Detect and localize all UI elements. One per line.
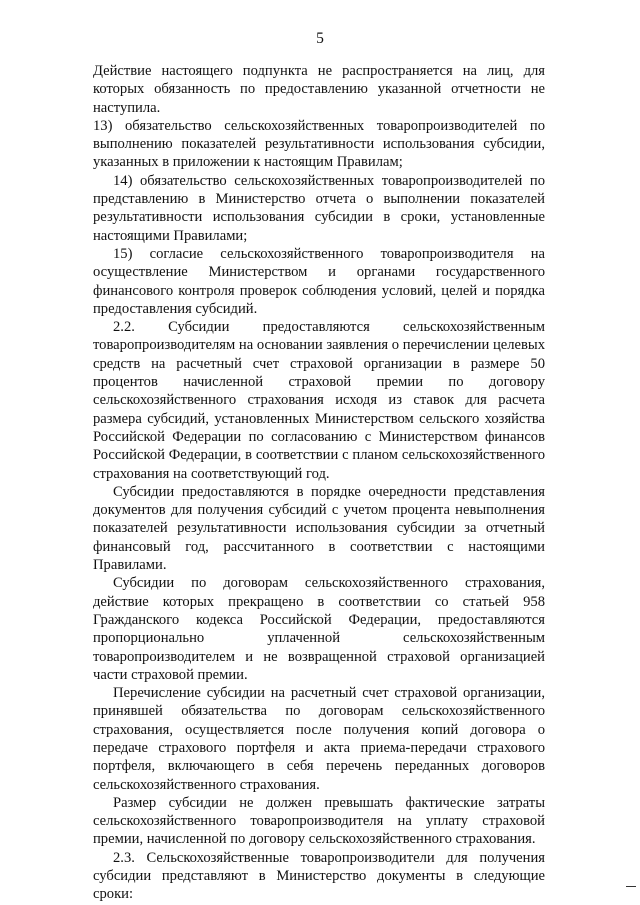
page-number: 5 <box>316 30 324 47</box>
paragraph-exemption-note <box>93 62 545 117</box>
paragraph-section-2-3 <box>93 849 545 904</box>
paragraph-text: 14) обязательство сельскохозяйственных товаропроизводителей по представлению в Министерство отчета о выполнении показателей результативности использования субсидии в сроки, установленные настоящими Правилами; <box>93 172 545 244</box>
corner-mark <box>626 886 636 887</box>
paragraph-item-13 <box>93 117 545 172</box>
paragraph-text: Субсидии по договорам сельскохозяйственного страхования, действие которых прекращено в соответствии со статьей 958 Гражданского кодекса Российской Федерации, предоставляются пропорционально уплаченной сельскохозяйственным товаропроизводителем и не возвращенной страховой организацией части страховой премии. <box>93 575 545 683</box>
paragraph-subsidy-order <box>93 483 545 574</box>
paragraph-item-15 <box>93 245 545 318</box>
paragraph-text: 2.3. Сельскохозяйственные товаропроизводители для получения субсидии представляют в Министерство документы в следующие сроки: <box>93 849 545 903</box>
paragraph-text: 13) обязательство сельскохозяйственных товаропроизводителей по выполнению показателей результативности использования субсидии, указанных в приложении к настоящим Правилам; <box>93 117 545 171</box>
paragraph-subsidy-limit <box>93 794 545 849</box>
paragraph-text: 15) согласие сельскохозяйственного товаропроизводителя на осуществление Министерством и органами государственного финансового контроля проверок соблюдения условий, целей и порядка предоставления субсидий. <box>93 245 545 317</box>
paragraph-item-14 <box>93 172 545 245</box>
paragraph-portfolio-transfer <box>93 684 545 794</box>
paragraph-terminated-contracts <box>93 574 545 684</box>
paragraph-text: Размер субсидии не должен превышать фактические затраты сельскохозяйственного товаропроизводителя на уплату страховой премии, начисленной по договору сельскохозяйственного страхования. <box>93 794 545 848</box>
document-body <box>93 62 545 904</box>
paragraph-section-2-2 <box>93 318 545 483</box>
paragraph-text: 2.2. Субсидии предоставляются сельскохозяйственным товаропроизводителям на основании заявления о перечислении целевых средств на расчетный счет страховой организации в размере 50 процентов начисленной страховой премии по договору сельскохозяйственного страхования исходя из ставок для расчета размера субсидий, установленных Министерством сельского хозяйства Российской Федерации по согласованию с Министерством финансов Российской Федерации, в соответствии с планом сельскохозяйственного страхования на соответствующий год. <box>93 319 545 482</box>
paragraph-text: Субсидии предоставляются в порядке очередности представления документов для получения субсидий с учетом процента невыполнения показателей результативности использования субсидии за отчетный финансовый год, рассчитанного в соответствии с настоящими Правилами. <box>93 483 545 574</box>
paragraph-text: Действие настоящего подпункта не распространяется на лиц, для которых обязанность по предоставлению указанной отчетности не наступила. <box>93 63 545 116</box>
paragraph-text: Перечисление субсидии на расчетный счет страховой организации, принявшей обязательства по договорам сельскохозяйственного страхования, осуществляется после получения копий договора о передаче страхового портфеля и акта приема-передачи страхового портфеля, включающего в себя перечень переданных договоров сельскохозяйственного страхования. <box>93 685 545 793</box>
